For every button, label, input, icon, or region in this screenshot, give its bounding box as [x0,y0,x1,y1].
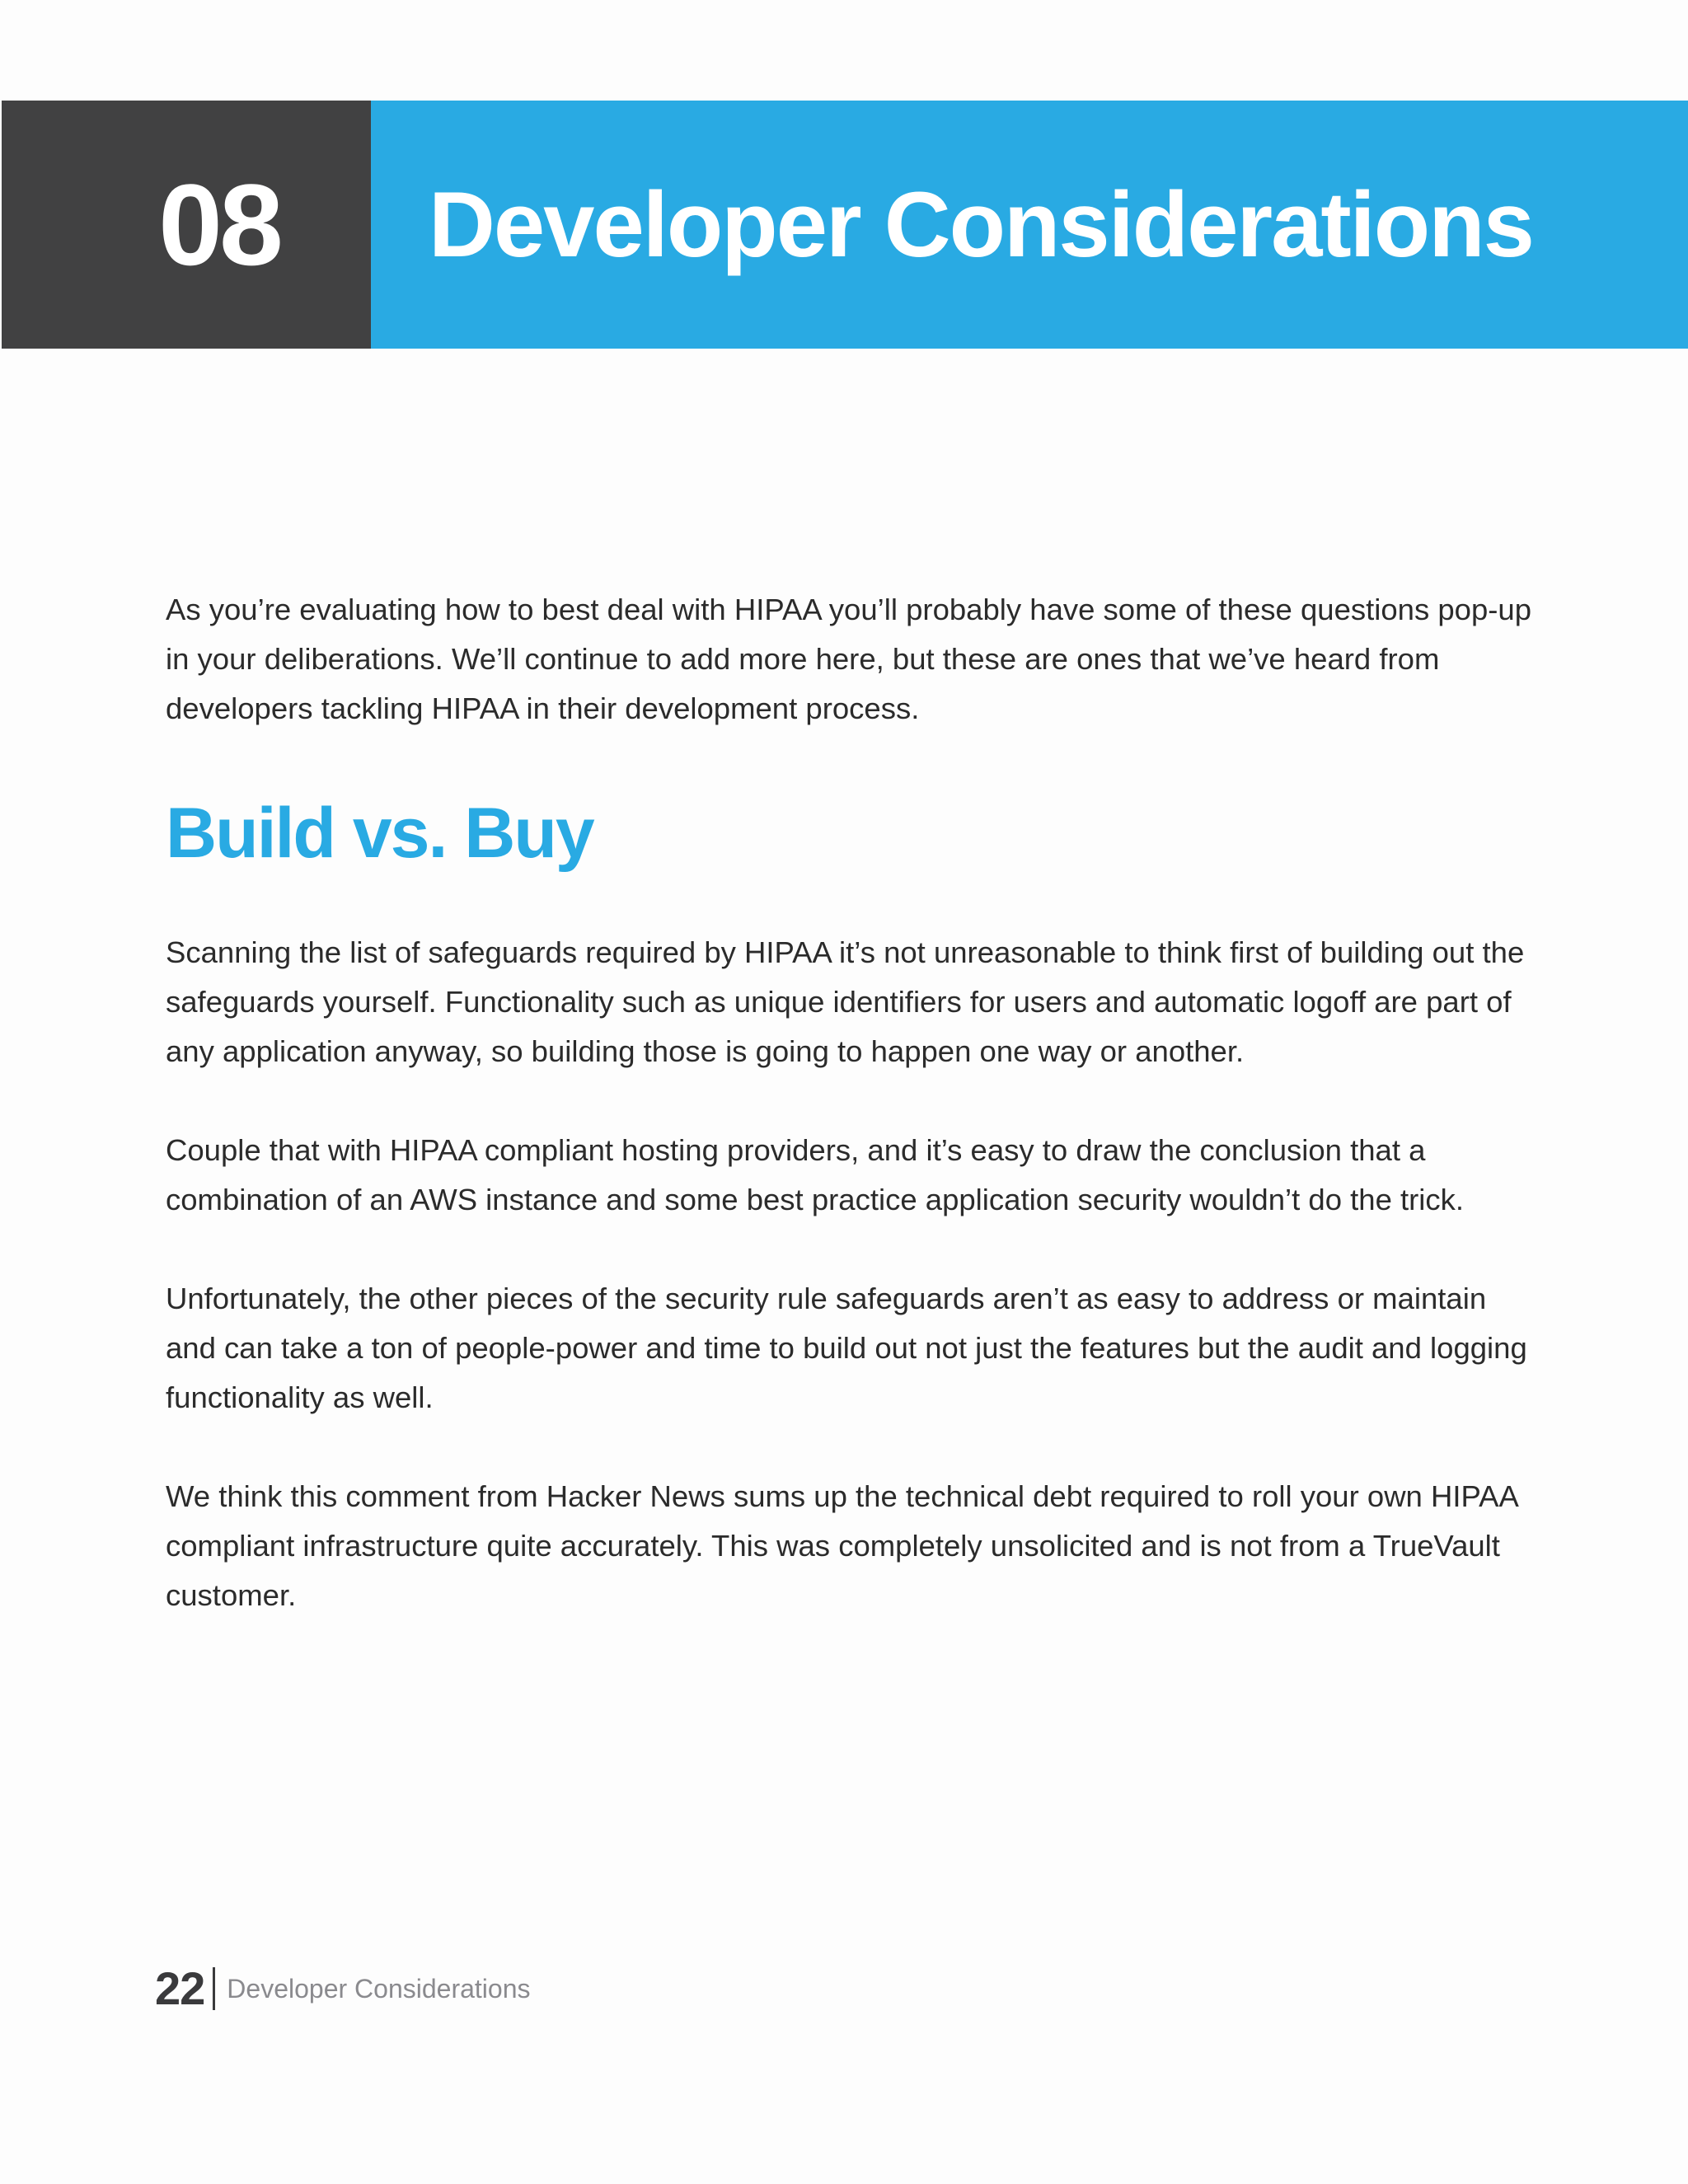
chapter-number-box [2,101,371,349]
chapter-number: 08 [158,159,280,289]
chapter-title-box [371,101,1688,349]
footer-divider [213,1967,215,2010]
page-number: 22 [155,1962,205,2014]
footer-section-label: Developer Considerations [227,1974,531,2004]
page-footer [155,1962,531,2014]
chapter-header [2,101,1688,349]
main-content [166,585,1534,1620]
body-paragraph: We think this comment from Hacker News sums up the technical debt required to roll your own HIPAA compliant infrastructure quite accurately. This was completely unsolicited and is not from a TrueVault customer. [166,1479,1517,1612]
body-paragraph: Unfortunately, the other pieces of the security rule safeguards aren’t as easy to address or maintain and can take a ton of people-power and time to build out not just the features but the audit and logging functionality as well. [166,1282,1527,1414]
body-paragraph: Couple that with HIPAA compliant hosting providers, and it’s easy to draw the conclusion that a combination of an AWS instance and some best practice application security wouldn’t do the trick. [166,1133,1465,1216]
chapter-title: Developer Considerations [429,172,1533,276]
intro-paragraph: As you’re evaluating how to best deal with HIPAA you’ll probably have some of these questions pop-up in your deliberations. We’ll continue to add more here, but these are ones that we’ve heard from developers tackling HIPAA in their development process. [166,593,1532,725]
body-paragraph: Scanning the list of safeguards required by HIPAA it’s not unreasonable to think first of building out the safeguards yourself. Functionality such as unique identifiers for users and automatic logoff are part of any application anyway, so building those is going to happen one way or another. [166,935,1525,1068]
section-heading: Build vs. Buy [166,794,593,873]
